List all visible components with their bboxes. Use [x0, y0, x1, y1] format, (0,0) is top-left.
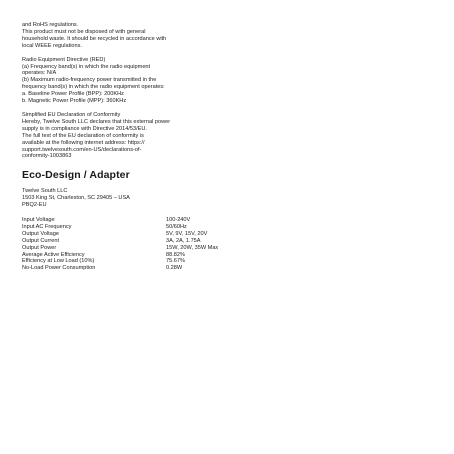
spec-row [22, 258, 322, 265]
declaration-line: supply is in compliance with Directive 2014/53/EU. [22, 125, 147, 132]
spec-label: Output Current [22, 237, 59, 244]
spec-value: 50/60Hz [166, 223, 187, 230]
spec-value: 88.82% [166, 251, 185, 258]
spec-label: Average Active Efficiency [22, 251, 85, 258]
declaration-line: support.twelvesouth.com/en-US/declarations-of- [22, 146, 142, 153]
red-line: a. Baseline Power Profile (BPP): 200KHz [22, 91, 124, 98]
declaration-line: The full text of the EU declaration of conformity is [22, 132, 144, 139]
rohs-line: and RoHS regulations. [22, 22, 79, 28]
red-line: operates: N/A [22, 70, 57, 77]
declaration-line: Hereby, Twelve South LLC declares that this external power [22, 118, 171, 125]
spec-label: Input AC Frequency [22, 223, 72, 230]
declaration-paragraph [22, 112, 322, 160]
red-line: (b) Maximum radio-frequency power transmitted in the [22, 77, 157, 84]
declaration-line: available at the following internet address: https:// [22, 139, 145, 146]
spec-value: 75.67% [166, 258, 185, 265]
spec-value: 5V, 9V, 15V, 20V [166, 230, 208, 237]
spec-label: No-Load Power Consumption [22, 265, 96, 272]
spec-row [22, 245, 322, 252]
spec-row [22, 252, 322, 259]
rohs-paragraph [22, 22, 322, 50]
company-address [22, 188, 322, 209]
spec-table [22, 217, 322, 272]
company-line: 1503 King St, Charleston, SC 29405 – USA [22, 195, 130, 202]
eco-design-heading: Eco-Design / Adapter [22, 169, 130, 182]
red-line: b. Magnetic Power Profile (MPP): 360KHz [22, 98, 127, 105]
spacer [22, 105, 322, 112]
red-paragraph [22, 57, 322, 105]
spec-value: 0.28W [166, 265, 183, 272]
red-line: Radio Equipment Directive (RED) [22, 56, 106, 63]
spec-row [22, 231, 322, 238]
spec-row [22, 224, 322, 231]
spacer [22, 50, 322, 57]
red-line: frequency band(s) in which the radio equipment operates: [22, 84, 165, 91]
spec-value: 3A, 2A, 1.75A [166, 237, 201, 244]
declaration-line: Simplified EU Declaration of Conformity [22, 111, 121, 118]
spec-label: Input Voltage [22, 217, 55, 224]
spec-row [22, 238, 322, 245]
spec-label: Output Voltage [22, 230, 60, 237]
rohs-line: local WEEE regulations. [22, 42, 83, 49]
spec-value: 100-240V [166, 217, 191, 224]
spec-row [22, 265, 322, 272]
spec-row [22, 217, 322, 224]
rohs-line: This product must not be disposed of with general [22, 28, 146, 35]
company-line: PBQ2-EU [22, 202, 47, 209]
spec-value: 15W, 20W, 35W Max [166, 244, 219, 251]
spec-label: Efficiency at Low Load (10%) [22, 258, 95, 265]
rohs-line: household waste. It should be recycled in accordance with [22, 35, 167, 42]
spec-label: Output Power [22, 244, 57, 251]
red-line: (a) Frequency band(s) in which the radio equipment [22, 63, 151, 70]
declaration-line: conformity-1003863 [22, 153, 72, 160]
document-page [22, 22, 322, 272]
company-line: Twelve South LLC [22, 188, 68, 195]
